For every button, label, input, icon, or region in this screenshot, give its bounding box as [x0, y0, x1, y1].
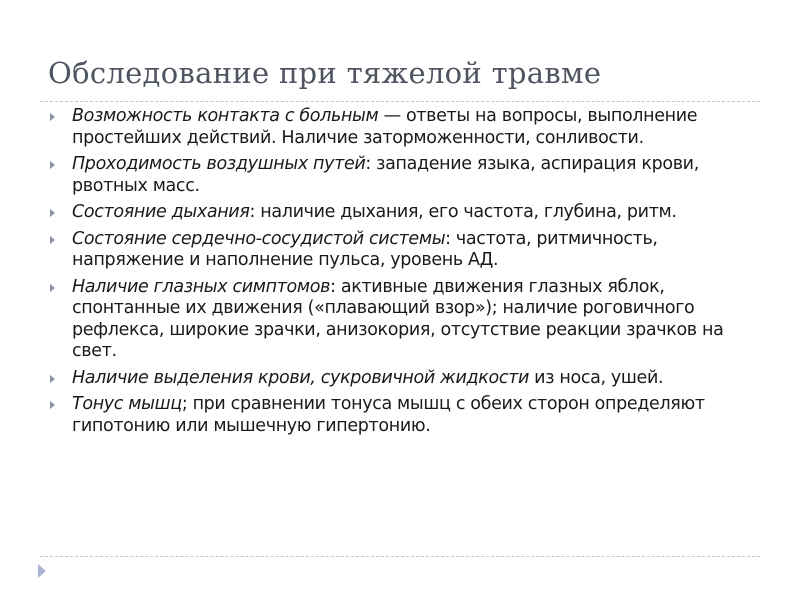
slide-title: Обследование при тяжелой травме — [48, 56, 602, 90]
bullet-item — [48, 202, 763, 224]
bullet-emphasis: Возможность контакта с больным — [72, 106, 379, 126]
bullet-item — [48, 154, 763, 197]
bullet-text: из носа, ушей. — [528, 367, 664, 388]
footer-divider — [40, 556, 760, 557]
bullet-emphasis: Проходимость воздушных путей — [72, 154, 366, 174]
bullet-triangle-icon — [50, 375, 55, 383]
bullet-item — [48, 106, 763, 149]
bullet-triangle-icon — [50, 161, 55, 169]
bullet-list — [48, 106, 763, 442]
bullet-triangle-icon — [50, 284, 55, 292]
bullet-triangle-icon — [50, 113, 55, 121]
bullet-triangle-icon — [50, 236, 55, 244]
bullet-emphasis: Тонус мышц — [72, 394, 182, 414]
bullet-emphasis: Наличие выделения крови, сукровичной жидкости — [72, 367, 529, 388]
bullet-item — [48, 229, 763, 272]
bullet-emphasis: Состояние сердечно-сосудистой системы — [72, 228, 446, 249]
next-slide-arrow-icon[interactable] — [38, 564, 46, 578]
bullet-emphasis: Наличие глазных симптомов — [72, 276, 331, 297]
bullet-item — [48, 368, 763, 390]
bullet-text: — ответы на вопросы, выполнение простейших действий. Наличие заторможенности, сонливости. — [72, 106, 698, 148]
bullet-text: ; при сравнении тонуса мышц с обеих сторон определяют гипотонию или мышечную гипертонию. — [72, 394, 705, 436]
bullet-text: : западение языка, аспирация крови, рвотных масс. — [72, 154, 699, 196]
bullet-emphasis: Состояние дыхания — [72, 202, 250, 222]
bullet-text: : активные движения глазных яблок, спонтанные их движения («плавающий взор»); наличие роговичного рефлекса, широкие зрачки, анизокория, отсутствие реакции зрачков на свет. — [72, 276, 724, 361]
bullet-triangle-icon — [50, 209, 55, 217]
title-divider — [40, 101, 760, 102]
bullet-item — [48, 277, 763, 363]
bullet-text: : частота, ритмичность, напряжение и наполнение пульса, уровень АД. — [72, 228, 658, 270]
bullet-triangle-icon — [50, 401, 55, 409]
bullet-item — [48, 394, 763, 437]
bullet-text: : наличие дыхания, его частота, глубина, ритм. — [249, 202, 677, 222]
